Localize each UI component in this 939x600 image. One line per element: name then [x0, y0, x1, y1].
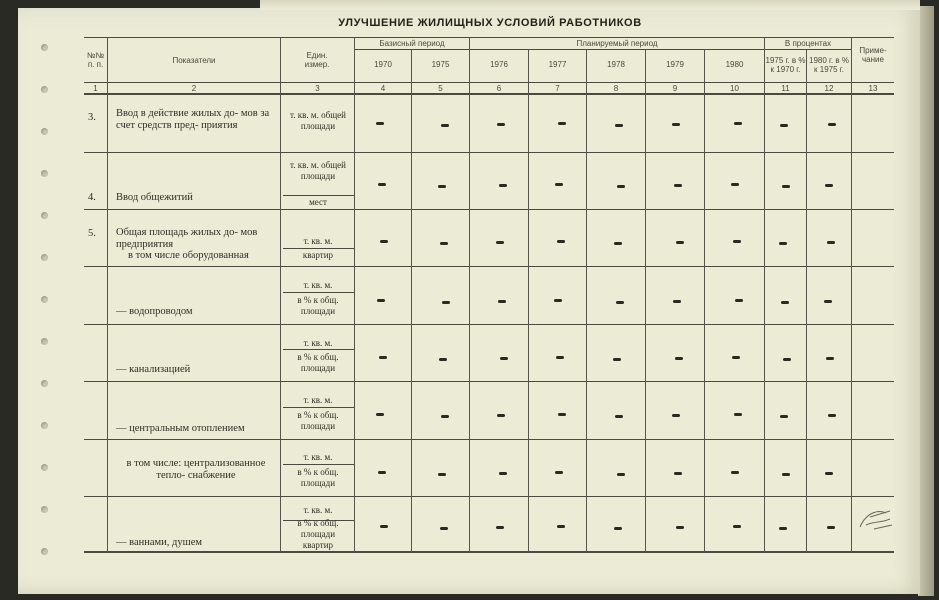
- unit-label: т. кв. м.: [303, 395, 333, 405]
- empty-value-dash: [731, 471, 739, 474]
- column-number: 9: [672, 83, 678, 93]
- unit-label: т. кв. м.: [303, 236, 333, 246]
- header-percent: В процентах: [784, 39, 832, 48]
- row-divider: [84, 439, 894, 440]
- binder-hole: [41, 380, 48, 387]
- unit-label: в % к общ. площади квартир: [297, 518, 339, 550]
- empty-value-dash: [676, 241, 684, 244]
- empty-value-dash: [735, 299, 743, 302]
- empty-value-dash: [497, 123, 505, 126]
- empty-value-dash: [440, 242, 448, 245]
- empty-value-dash: [613, 358, 621, 361]
- unit-label: т. кв. м. общей площади: [290, 160, 346, 181]
- column-number: 8: [613, 83, 619, 93]
- empty-value-dash: [558, 122, 566, 125]
- empty-value-dash: [732, 356, 740, 359]
- empty-value-dash: [734, 413, 742, 416]
- empty-value-dash: [825, 184, 833, 187]
- empty-value-dash: [614, 527, 622, 530]
- table-border-bottom: [84, 551, 894, 553]
- empty-value-dash: [827, 526, 835, 529]
- empty-value-dash: [376, 413, 384, 416]
- empty-value-dash: [733, 240, 741, 243]
- row-label: — центральным отоплением: [116, 423, 245, 434]
- empty-value-dash: [825, 472, 833, 475]
- column-number: 4: [380, 83, 386, 93]
- header-unit: Един. измер.: [304, 51, 330, 69]
- empty-value-dash: [828, 123, 836, 126]
- empty-value-dash: [672, 123, 680, 126]
- header-num: №№ п. п.: [86, 51, 105, 69]
- header-indicators: Показатели: [172, 55, 216, 65]
- row-number: 5.: [88, 228, 96, 239]
- binder-hole: [41, 338, 48, 345]
- column-number: 12: [824, 83, 834, 93]
- empty-value-dash: [500, 357, 508, 360]
- empty-value-dash: [378, 183, 386, 186]
- header-pct-1980: 1980 г. в % к 1975 г.: [809, 56, 849, 74]
- row-divider: [84, 266, 894, 267]
- empty-value-dash: [734, 122, 742, 125]
- header-year-1979: 1979: [666, 59, 684, 69]
- empty-value-dash: [826, 357, 834, 360]
- empty-value-dash: [780, 124, 788, 127]
- empty-value-dash: [616, 301, 624, 304]
- row-number: 3.: [88, 112, 96, 123]
- binder-hole: [41, 422, 48, 429]
- empty-value-dash: [380, 240, 388, 243]
- empty-value-dash: [781, 301, 789, 304]
- header-year-1970: 1970: [374, 59, 392, 69]
- empty-value-dash: [438, 473, 446, 476]
- column-number: 3: [315, 83, 320, 93]
- document-title: УЛУЧШЕНИЕ ЖИЛИЩНЫХ УСЛОВИЙ РАБОТНИКОВ: [338, 17, 642, 29]
- empty-value-dash: [673, 300, 681, 303]
- binder-hole: [41, 254, 48, 261]
- binder-hole: [41, 170, 48, 177]
- unit-label: в % к общ. площади: [297, 295, 339, 316]
- column-number: 6: [496, 83, 502, 93]
- empty-value-dash: [439, 358, 447, 361]
- empty-value-dash: [499, 472, 507, 475]
- previous-page-strip: [260, 0, 920, 10]
- empty-value-dash: [674, 472, 682, 475]
- row-label: Ввод в действие жилых до- мов за счет средств пред- приятия: [116, 108, 270, 131]
- header-bottom-line: [84, 93, 894, 95]
- column-divider: [764, 37, 765, 552]
- header-pct-1975: 1975 г. в % к 1970 г.: [765, 56, 806, 74]
- empty-value-dash: [674, 184, 682, 187]
- empty-value-dash: [617, 473, 625, 476]
- empty-value-dash: [497, 414, 505, 417]
- row-divider: [84, 209, 894, 210]
- empty-value-dash: [779, 242, 787, 245]
- header-planned-period: Планируемый период: [576, 39, 658, 48]
- row-divider: [84, 324, 894, 325]
- unit-label: т. кв. м.: [303, 280, 333, 290]
- column-divider: [851, 37, 852, 552]
- empty-value-dash: [556, 356, 564, 359]
- empty-value-dash: [441, 124, 449, 127]
- empty-value-dash: [780, 415, 788, 418]
- column-number: 1: [93, 83, 98, 93]
- row-divider: [84, 496, 894, 497]
- column-divider: [645, 49, 646, 552]
- empty-value-dash: [499, 184, 507, 187]
- row-label: Ввод общежитий: [116, 192, 193, 203]
- unit-label: в % к общ. площади: [297, 352, 339, 373]
- empty-value-dash: [614, 242, 622, 245]
- column-number: 13: [868, 83, 878, 93]
- row-label: в том числе: централизованное тепло- снабжение: [126, 458, 266, 481]
- empty-value-dash: [378, 471, 386, 474]
- empty-value-dash: [557, 525, 565, 528]
- column-number: 10: [730, 83, 739, 93]
- header-year-1976: 1976: [490, 59, 508, 69]
- empty-value-dash: [827, 241, 835, 244]
- unit-divider: [283, 349, 354, 350]
- unit-label: мест: [309, 197, 327, 207]
- unit-label: квартир: [302, 250, 334, 260]
- binder-hole: [41, 464, 48, 471]
- empty-value-dash: [779, 527, 787, 530]
- empty-value-dash: [498, 300, 506, 303]
- empty-value-dash: [555, 471, 563, 474]
- row-label: — водопроводом: [116, 306, 193, 317]
- column-divider: [411, 49, 412, 552]
- binder-hole: [41, 128, 48, 135]
- column-number: 7: [555, 83, 560, 93]
- empty-value-dash: [782, 473, 790, 476]
- row-divider: [84, 152, 894, 153]
- unit-divider: [283, 195, 354, 196]
- header-year-1977: 1977: [548, 59, 567, 69]
- unit-label: в % к общ. площади: [297, 410, 339, 431]
- empty-value-dash: [783, 358, 791, 361]
- empty-value-dash: [376, 122, 384, 125]
- empty-value-dash: [782, 185, 790, 188]
- empty-value-dash: [441, 415, 449, 418]
- header-base-period: Базисный период: [379, 39, 445, 48]
- binder-hole: [41, 86, 48, 93]
- binder-hole: [41, 296, 48, 303]
- empty-value-dash: [440, 527, 448, 530]
- column-divider: [469, 37, 470, 552]
- unit-divider: [283, 464, 354, 465]
- empty-value-dash: [496, 241, 504, 244]
- unit-divider: [283, 248, 354, 249]
- row-divider: [84, 381, 894, 382]
- empty-value-dash: [672, 414, 680, 417]
- row-sublabel: в том числе оборудованная: [128, 250, 249, 261]
- unit-label: т. кв. м. общей площади: [290, 110, 346, 131]
- header-year-1975: 1975: [431, 59, 450, 69]
- unit-label: т. кв. м.: [303, 452, 333, 462]
- binder-hole: [41, 506, 48, 513]
- empty-value-dash: [442, 301, 450, 304]
- empty-value-dash: [733, 525, 741, 528]
- empty-value-dash: [555, 183, 563, 186]
- empty-value-dash: [731, 183, 739, 186]
- empty-value-dash: [379, 356, 387, 359]
- column-divider: [107, 37, 108, 552]
- row-label: — ваннами, душем: [116, 537, 202, 548]
- row-label: — канализацией: [116, 364, 191, 375]
- column-divider: [586, 49, 587, 552]
- column-divider: [354, 37, 355, 552]
- header-note: Приме- чание: [859, 46, 887, 64]
- empty-value-dash: [824, 300, 832, 303]
- empty-value-dash: [617, 185, 625, 188]
- row-number: 4.: [88, 192, 96, 203]
- row-label: Общая площадь жилых до- мов предприятия: [116, 227, 258, 250]
- column-number: 5: [438, 83, 443, 93]
- binder-hole: [41, 548, 48, 555]
- column-divider: [704, 49, 705, 552]
- unit-label: т. кв. м.: [303, 338, 333, 348]
- page-edge: [918, 6, 934, 596]
- empty-value-dash: [558, 413, 566, 416]
- empty-value-dash: [675, 357, 683, 360]
- header-year-1980: 1980: [725, 59, 744, 69]
- empty-value-dash: [676, 526, 684, 529]
- column-divider: [528, 49, 529, 552]
- binder-hole: [41, 44, 48, 51]
- column-divider: [280, 37, 281, 552]
- column-divider: [806, 49, 807, 552]
- empty-value-dash: [615, 124, 623, 127]
- column-number: 2: [191, 83, 197, 93]
- empty-value-dash: [557, 240, 565, 243]
- empty-value-dash: [496, 526, 504, 529]
- empty-value-dash: [828, 414, 836, 417]
- unit-label: в % к общ. площади: [297, 467, 339, 488]
- unit-label: т. кв. м.: [303, 505, 333, 515]
- binder-hole: [41, 212, 48, 219]
- column-number: 11: [781, 83, 790, 93]
- empty-value-dash: [615, 415, 623, 418]
- empty-value-dash: [380, 525, 388, 528]
- empty-value-dash: [377, 299, 385, 302]
- empty-value-dash: [438, 185, 446, 188]
- unit-divider: [283, 407, 354, 408]
- header-year-1978: 1978: [607, 59, 625, 69]
- empty-value-dash: [554, 299, 562, 302]
- unit-divider: [283, 292, 354, 293]
- handwritten-mark: [856, 505, 896, 535]
